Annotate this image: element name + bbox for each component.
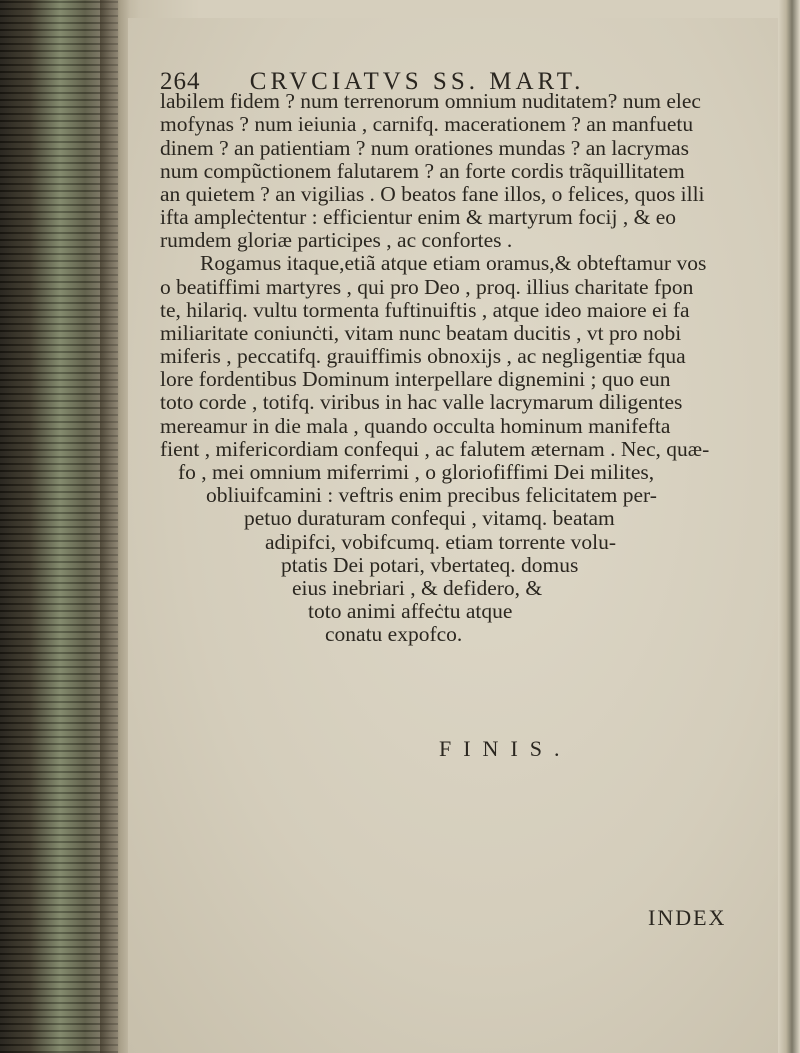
text-line: ptatis Dei potari, vbertateq. domus	[281, 553, 579, 577]
catchword: INDEX	[648, 905, 727, 930]
text-line: fo , mei omnium miferrimi , o gloriofiffimi Dei milites,	[178, 460, 655, 484]
text-line: conatu expofco.	[325, 622, 463, 646]
page-number: 264	[160, 68, 201, 95]
text-line: toto corde , totifq. viribus in hac valle lacrymarum diligentes	[160, 390, 683, 414]
text-line: te, hilariq. vultu tormenta fuftinuiftis , atque ideo maiore ei fa	[160, 298, 690, 322]
text-line: o beatiffimi martyres , qui pro Deo , proq. illius charitate fpon	[160, 275, 694, 299]
text-line: toto animi affeċtu atque	[308, 599, 513, 623]
text-line: labilem fidem ? num terrenorum omnium nuditatem? num elec	[160, 89, 701, 113]
text-line: ifta ampleċtentur : efficientur enim & martyrum focij , & eo	[160, 205, 677, 229]
text-line: dinem ? an patientiam ? num orationes mundas ? an lacrymas	[160, 136, 689, 160]
text-line: miferis , peccatifq. grauiffimis obnoxijs , ac negligentiæ fqua	[160, 344, 686, 368]
text-line: Rogamus itaque,etiã atque etiam oramus,& obteftamur vos	[200, 251, 707, 275]
text-line: obliuifcamini : veftris enim precibus felicitatem per-	[206, 483, 657, 507]
text-line: an quietem ? an vigilias . O beatos fane illos, o felices, quos illi	[160, 182, 705, 206]
text-line: fient , mifericordiam confequi , ac falutem æternam . Nec, quæ-	[160, 437, 710, 461]
finis-mark: FINIS.	[439, 736, 572, 761]
text-line: lore fordentibus Dominum interpellare dignemini ; quo eun	[160, 367, 671, 391]
text-line: miliaritate coniunċti, vitam nunc beatam ducitis , vt pro nobi	[160, 321, 682, 345]
text-line: num compũctionem falutarem ? an forte cordis trãquillitatem	[160, 159, 685, 183]
text-line: eius inebriari , & defidero, &	[292, 576, 543, 600]
text-line: mereamur in die mala , quando occulta hominum manifefta	[160, 414, 671, 438]
text-line: mofynas ? num ieiunia , carnifq. macerationem ? an manfuetu	[160, 112, 694, 136]
running-title: CRVCIATVS SS. MART.	[249, 68, 585, 95]
text-line: rumdem gloriæ participes , ac confortes .	[160, 228, 513, 252]
text-line: adipifci, vobifcumq. etiam torrente volu-	[265, 530, 617, 554]
text-line: petuo duraturam confequi , vitamq. beatam	[244, 506, 615, 530]
